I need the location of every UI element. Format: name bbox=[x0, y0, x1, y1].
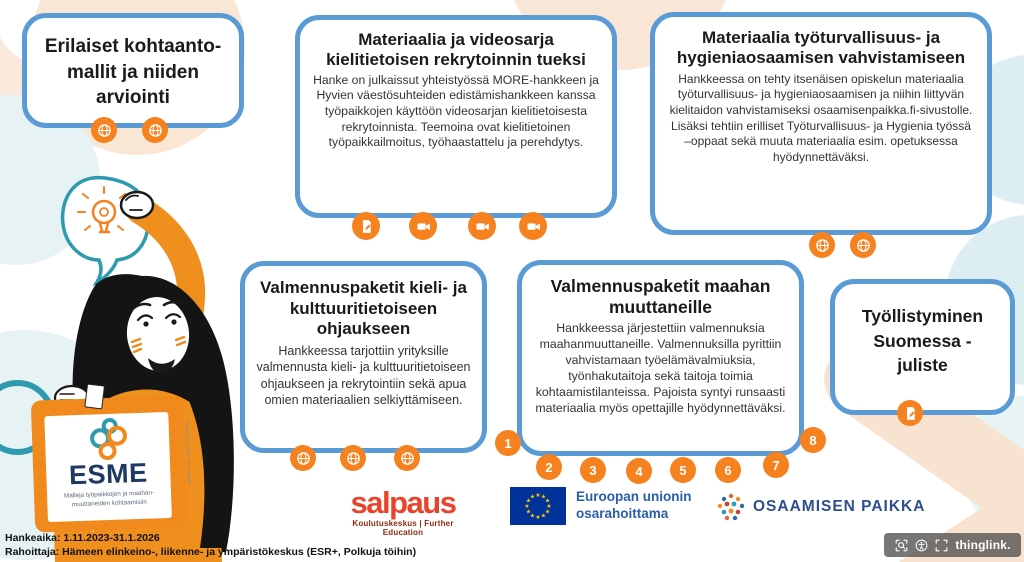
box-tyollistyminen-juliste bbox=[830, 279, 1015, 415]
salpaus-logo bbox=[333, 485, 473, 538]
svg-text:★: ★ bbox=[525, 498, 532, 505]
video-camera-icon[interactable] bbox=[519, 212, 547, 240]
eu-text-line1: Euroopan unionin bbox=[576, 489, 692, 505]
video-camera-icon[interactable] bbox=[409, 212, 437, 240]
esme-tagline: Malleja työpaikkojen ja maahan- muuttaneiden kohtaamisiin bbox=[63, 489, 155, 508]
globe-icon[interactable] bbox=[340, 445, 366, 471]
box-kohtaanto-title: Erilaiset kohtaanto-mallit ja niiden arviointi bbox=[44, 36, 222, 109]
thinglink-brand[interactable]: thinglink. bbox=[955, 538, 1011, 552]
svg-text:★: ★ bbox=[544, 509, 551, 516]
globe-icon[interactable] bbox=[142, 117, 168, 143]
box-videosarja bbox=[295, 15, 617, 218]
box-juliste-title: Työllistyminen Suomessa -juliste bbox=[861, 306, 984, 375]
eu-cofunded-logo bbox=[510, 487, 691, 525]
box-tyoturva-title: Materiaalia työturvallisuus- ja hygieniaosaamisen vahvistamiseen bbox=[676, 28, 966, 68]
box-tyoturva-body: Hankkeessa on tehty itsenäisen opiskelun materiaalia työturvallisuus- ja hygieniaosaamisen ja niihin liittyvän kielitaidon vahvistamiseksi osaamisenpaikka.fi-sivustolle. Lisäksi tehtiin erilliset Työturvallisuus- ja Hygienia työssä –oppaat sekä muuta materiaalia esim. opetuksessa hyödynnettäväksi. bbox=[669, 71, 973, 164]
zoom-scan-icon[interactable] bbox=[894, 538, 908, 552]
accessibility-icon[interactable] bbox=[915, 538, 929, 552]
image-credit: Image by user on Freepik bbox=[183, 421, 192, 486]
hotspot-badge-7[interactable]: 7 bbox=[763, 452, 789, 478]
hotspot-badge-3[interactable]: 3 bbox=[580, 457, 606, 483]
box-videosarja-body: Hanke on julkaissut yhteistyössä MORE-hankkeen ja Hyvien väestösuhteiden edistämishankkeen kanssa työpaikkojen käyttöön videosarjan kielitietoisesta rekrytoinnista. Teemoina ovat kielitietoinen työpaikkailmoitus, työhaastattelu ja perehdytys. bbox=[313, 72, 599, 150]
bag-tag bbox=[84, 383, 105, 409]
box-kohtaanto-mallit bbox=[22, 13, 244, 128]
globe-icon[interactable] bbox=[91, 117, 117, 143]
hotspot-badge-5[interactable]: 5 bbox=[670, 457, 696, 483]
salpaus-subtitle: Koulutuskeskus | Further Education bbox=[352, 519, 454, 538]
hotspot-badge-2[interactable]: 2 bbox=[536, 454, 562, 480]
osaamisen-paikka-wordmark: OSAAMISEN PAIKKA bbox=[753, 498, 926, 515]
osaamisen-paikka-logo bbox=[716, 492, 925, 522]
svg-text:★: ★ bbox=[540, 513, 547, 520]
note-pen-icon[interactable] bbox=[352, 212, 380, 240]
hotspot-badge-8[interactable]: 8 bbox=[800, 427, 826, 453]
box-maahan-body: Hankkeessa järjestettiin valmennuksia maahanmuuttaneille. Valmennuksilla pyrittiin vahvistamaan työelämävalmiuksia, työnhakutaitoja sekä taitoja toimia kohtaamistilanteissa. Pajoista syntyi runsaasti materiaalia myös opettajille hyödynnettäväksi. bbox=[535, 321, 786, 415]
box-maahan-title: Valmennuspaketit maahan muuttaneille bbox=[550, 276, 771, 317]
svg-text:★: ★ bbox=[535, 493, 541, 499]
esme-wordmark: ESME bbox=[68, 457, 149, 491]
esme-logo-card bbox=[44, 412, 172, 522]
svg-text:★: ★ bbox=[544, 498, 551, 505]
hotspot-badge-4[interactable]: 4 bbox=[626, 458, 652, 484]
esme-bag bbox=[31, 395, 192, 532]
fist bbox=[121, 192, 153, 218]
hotspot-badge-6[interactable]: 6 bbox=[715, 457, 741, 483]
note-pen-icon[interactable] bbox=[897, 400, 923, 426]
box-ohjaus-title: Valmennuspaketit kieli- ja kulttuuritietoiseen ohjaukseen bbox=[260, 278, 467, 339]
eu-text-line2: osarahoittama bbox=[576, 506, 669, 521]
globe-icon[interactable] bbox=[809, 232, 835, 258]
footer-rahoittaja: Rahoittaja: Hämeen elinkeino-, liikenne- ja ympäristökeskus (ESR+, Polkuja töihin) bbox=[5, 545, 417, 558]
box-valmennus-maahanmuuttaneille bbox=[517, 260, 804, 456]
eu-cofunded-text bbox=[576, 489, 691, 523]
globe-icon[interactable] bbox=[850, 232, 876, 258]
svg-text:★: ★ bbox=[525, 509, 532, 516]
globe-icon[interactable] bbox=[290, 445, 316, 471]
globe-icon[interactable] bbox=[394, 445, 420, 471]
footer-info bbox=[5, 532, 416, 559]
svg-text:★: ★ bbox=[540, 494, 547, 501]
box-ohjaus-body: Hankkeessa tarjottiin yrityksille valmennusta kieli- ja kulttuuritietoiseen ohjaukseen ja rekrytointiin sekä apua omien materiaalien selkiyttämiseen. bbox=[256, 344, 471, 407]
svg-text:★: ★ bbox=[529, 513, 536, 520]
thinglink-viewer-bar bbox=[884, 533, 1021, 557]
svg-text:★: ★ bbox=[535, 515, 541, 521]
svg-text:★: ★ bbox=[546, 504, 552, 510]
fullscreen-icon[interactable] bbox=[935, 538, 949, 552]
footer-hankeaika: Hankeaika: 1.11.2023-31.1.2026 bbox=[5, 532, 160, 544]
svg-text:★: ★ bbox=[524, 504, 530, 510]
esme-loops-logo-icon bbox=[82, 417, 131, 461]
box-videosarja-title: Materiaalia ja videosarja kielitietoisen rekrytoinnin tueksi bbox=[326, 30, 586, 70]
box-tyoturvallisuus bbox=[650, 12, 992, 235]
salpaus-wordmark: salpaus bbox=[350, 485, 456, 520]
osaamisen-paikka-globe-icon bbox=[716, 492, 746, 522]
eu-flag-icon bbox=[510, 487, 566, 525]
svg-text:★: ★ bbox=[529, 494, 536, 501]
box-valmennus-ohjaus bbox=[240, 261, 487, 453]
video-camera-icon[interactable] bbox=[468, 212, 496, 240]
hotspot-badge-1[interactable]: 1 bbox=[495, 430, 521, 456]
